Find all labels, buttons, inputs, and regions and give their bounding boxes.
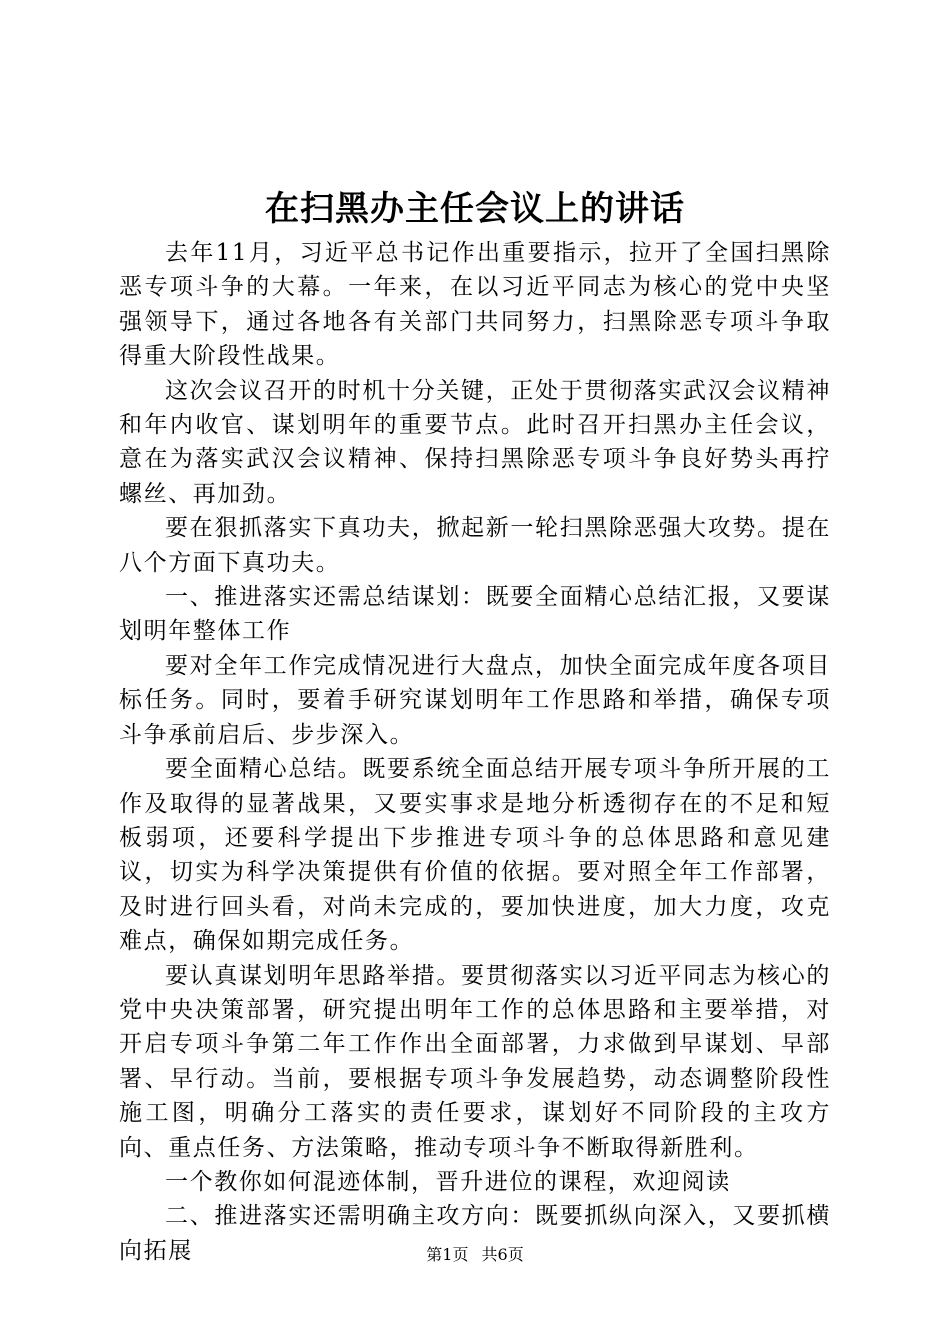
paragraph-course-ad: 一个教你如何混迹体制，晋升进位的课程，欢迎阅读 bbox=[165, 1168, 731, 1195]
page-footer bbox=[0, 1243, 950, 1267]
section-heading-2: 二、推进落实还需明确主攻方向：既要抓纵向深入，又要抓横向拓展 bbox=[119, 1203, 831, 1264]
paragraph-next-year-plan: 要认真谋划明年思路举措。要贯彻落实以习近平同志为核心的党中央决策部署，研究提出明年工作的总体思路和主要举措，对开启专项斗争第二年工作作出全面部署，力求做到早谋划、早部署、早行动。当前，要根据专项斗争发展趋势，动态调整阶段性施工图，明确分工落实的责任要求，谋划好不同阶段的主攻方向、重点任务、方法策略，推动专项斗争不断取得新胜利。 bbox=[119, 962, 831, 1161]
document-body bbox=[119, 236, 831, 1268]
paragraph-eight-aspects: 要在狠抓落实下真功夫，掀起新一轮扫黑除恶强大攻势。提在八个方面下真功夫。 bbox=[119, 515, 831, 576]
paragraph-meeting-timing: 这次会议召开的时机十分关键，正处于贯彻落实武汉会议精神和年内收官、谋划明年的重要节点。此时召开扫黑办主任会议，意在为落实武汉会议精神、保持扫黑除恶专项斗争良好势头再拧螺丝、再加劲。 bbox=[119, 377, 831, 507]
paragraph-annual-review: 要对全年工作完成情况进行大盘点，加快全面完成年度各项目标任务。同时，要着手研究谋划明年工作思路和举措，确保专项斗争承前启后、步步深入。 bbox=[119, 652, 831, 748]
paragraph-comprehensive-summary: 要全面精心总结。既要系统全面总结开展专项斗争所开展的工作及取得的显著战果，又要实事求是地分析透彻存在的不足和短板弱项，还要科学提出下步推进专项斗争的总体思路和意见建议，切实为科学决策提供有价值的依据。要对照全年工作部署，及时进行回头看，对尚未完成的，要加快进度，加大力度，攻克难点，确保如期完成任务。 bbox=[119, 756, 831, 955]
paragraph-intro: 去年11月，习近平总书记作出重要指示，拉开了全国扫黑除恶专项斗争的大幕。一年来，在以习近平同志为核心的党中央坚强领导下，通过各地各有关部门共同努力，扫黑除恶专项斗争取得重大阶段性战果。 bbox=[119, 240, 831, 370]
section-heading-1: 一、推进落实还需总结谋划：既要全面精心总结汇报，又要谋划明年整体工作 bbox=[119, 584, 831, 645]
page-number: 第1页 bbox=[426, 1245, 469, 1264]
page-total: 共6页 bbox=[481, 1245, 524, 1264]
document-title: 在扫黑办主任会议上的讲话 bbox=[265, 189, 685, 229]
